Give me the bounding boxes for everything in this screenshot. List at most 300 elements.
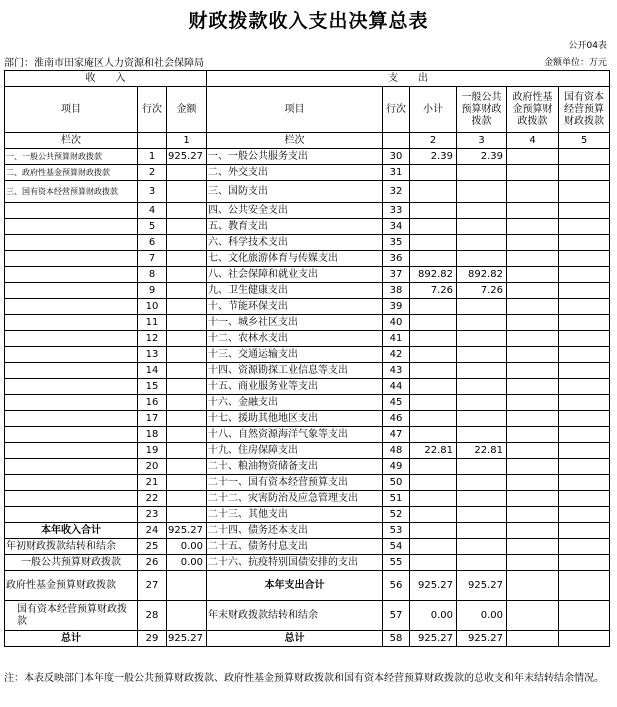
income-item-cell — [5, 347, 138, 363]
subtotal-cell: 22.81 — [410, 443, 457, 459]
income-item-cell — [5, 251, 138, 267]
income-amount-cell — [167, 219, 207, 235]
income-amount-cell: 925.27 — [167, 149, 207, 165]
expense-item-cell: 三、国防支出 — [207, 181, 383, 203]
income-line-cell: 10 — [138, 299, 167, 315]
expense-line-cell: 43 — [383, 363, 410, 379]
income-item-cell — [5, 507, 138, 523]
capital-budget-cell — [559, 507, 610, 523]
fund-budget-cell — [507, 571, 559, 601]
capital-budget-cell — [559, 219, 610, 235]
table-row — [5, 315, 610, 331]
fund-budget-cell — [507, 507, 559, 523]
income-line-cell: 13 — [138, 347, 167, 363]
subtotal-cell: 7.26 — [410, 283, 457, 299]
income-line-cell: 3 — [138, 181, 167, 203]
expense-item-cell: 十三、交通运输支出 — [207, 347, 383, 363]
capital-budget-cell — [559, 601, 610, 631]
income-line-cell: 19 — [138, 443, 167, 459]
expense-item-cell: 七、文化旅游体育与传媒支出 — [207, 251, 383, 267]
table-row — [5, 601, 610, 631]
income-line-cell: 5 — [138, 219, 167, 235]
general-budget-cell — [457, 331, 507, 347]
income-amount-cell — [167, 475, 207, 491]
income-amount-cell — [167, 459, 207, 475]
table-row — [5, 427, 610, 443]
income-amount-cell — [167, 507, 207, 523]
expense-item-cell: 二十四、债务还本支出 — [207, 523, 383, 539]
income-amount-cell: 925.27 — [167, 631, 207, 647]
expense-item-cell: 十、节能环保支出 — [207, 299, 383, 315]
expense-line-cell: 58 — [383, 631, 410, 647]
income-item-cell — [5, 299, 138, 315]
income-line-cell: 14 — [138, 363, 167, 379]
subtotal-cell — [410, 507, 457, 523]
expense-item-cell: 十九、住房保障支出 — [207, 443, 383, 459]
fund-budget-cell — [507, 523, 559, 539]
general-budget-cell — [457, 165, 507, 181]
income-line-cell: 16 — [138, 395, 167, 411]
subtotal-cell — [410, 459, 457, 475]
general-budget-cell — [457, 507, 507, 523]
capital-budget-cell — [559, 203, 610, 219]
income-item-cell — [5, 219, 138, 235]
general-budget-cell: 0.00 — [457, 601, 507, 631]
income-item-cell — [5, 427, 138, 443]
income-amount-header: 金额 — [167, 87, 207, 133]
general-budget-cell: 2.39 — [457, 149, 507, 165]
subtotal-cell — [410, 235, 457, 251]
subtotal-cell — [410, 411, 457, 427]
general-budget-cell — [457, 203, 507, 219]
income-item-cell — [5, 203, 138, 219]
subtotal-cell — [410, 395, 457, 411]
column-2: 2 — [410, 133, 457, 149]
table-row — [5, 149, 610, 165]
subtotal-cell: 892.82 — [410, 267, 457, 283]
expense-line-cell: 51 — [383, 491, 410, 507]
table-row — [5, 165, 610, 181]
capital-budget-cell — [559, 379, 610, 395]
income-amount-cell — [167, 299, 207, 315]
column-label: 栏次 — [5, 133, 138, 149]
table-row — [5, 571, 610, 601]
expense-line-cell: 30 — [383, 149, 410, 165]
income-amount-cell — [167, 443, 207, 459]
subtotal-cell — [410, 347, 457, 363]
capital-budget-cell — [559, 523, 610, 539]
income-item-cell: 一般公共预算财政拨款 — [5, 555, 138, 571]
income-line-cell: 8 — [138, 267, 167, 283]
table-row — [5, 459, 610, 475]
income-item-cell — [5, 315, 138, 331]
general-budget-cell: 925.27 — [457, 631, 507, 647]
expense-item-cell: 年末财政拨款结转和结余 — [207, 601, 383, 631]
income-amount-cell: 925.27 — [167, 523, 207, 539]
subtotal-cell: 925.27 — [410, 631, 457, 647]
expense-line-cell: 57 — [383, 601, 410, 631]
income-header: 收 入 — [5, 71, 207, 87]
table-row — [5, 283, 610, 299]
budget-table — [4, 70, 610, 647]
fund-budget-cell — [507, 363, 559, 379]
expense-line-cell: 54 — [383, 539, 410, 555]
table-row — [5, 235, 610, 251]
capital-budget-cell — [559, 443, 610, 459]
fund-budget-cell — [507, 459, 559, 475]
table-row — [5, 203, 610, 219]
column-3: 3 — [457, 133, 507, 149]
income-amount-cell — [167, 315, 207, 331]
income-item-cell — [5, 459, 138, 475]
expense-line-cell: 32 — [383, 181, 410, 203]
fund-budget-cell — [507, 283, 559, 299]
income-line-cell: 24 — [138, 523, 167, 539]
general-budget-cell: 22.81 — [457, 443, 507, 459]
income-line-cell: 12 — [138, 331, 167, 347]
table-row — [5, 395, 610, 411]
fund-budget-cell — [507, 395, 559, 411]
general-budget-cell — [457, 475, 507, 491]
income-amount-cell — [167, 571, 207, 601]
capital-budget-cell — [559, 267, 610, 283]
income-item-cell — [5, 283, 138, 299]
table-row — [5, 181, 610, 203]
income-amount-cell — [167, 181, 207, 203]
column-label-expense: 栏次 — [207, 133, 383, 149]
income-item-cell: 一、一般公共预算财政拨款 — [5, 149, 138, 165]
general-budget-cell — [457, 363, 507, 379]
income-item-cell: 本年收入合计 — [5, 523, 138, 539]
fund-budget-cell — [507, 491, 559, 507]
income-item-cell: 年初财政拨款结转和结余 — [5, 539, 138, 555]
income-amount-cell — [167, 411, 207, 427]
income-amount-cell — [167, 491, 207, 507]
table-row — [5, 539, 610, 555]
subtotal-cell — [410, 475, 457, 491]
general-budget-cell — [457, 411, 507, 427]
general-budget-cell — [457, 491, 507, 507]
expense-line-cell: 46 — [383, 411, 410, 427]
fund-budget-cell — [507, 601, 559, 631]
fund-budget-cell — [507, 475, 559, 491]
income-item-cell — [5, 475, 138, 491]
capital-budget-cell — [559, 347, 610, 363]
general-budget-cell — [457, 251, 507, 267]
general-budget-cell — [457, 539, 507, 555]
subtotal-cell — [410, 555, 457, 571]
income-item-cell — [5, 235, 138, 251]
expense-line-cell: 39 — [383, 299, 410, 315]
general-budget-cell — [457, 523, 507, 539]
income-line-cell: 20 — [138, 459, 167, 475]
income-line-cell: 4 — [138, 203, 167, 219]
income-item-cell — [5, 395, 138, 411]
capital-budget-cell — [559, 571, 610, 601]
general-budget-header: 一般公共预算财政拨款 — [457, 87, 507, 133]
department-label: 部门：淮南市田家庵区人力资源和社会保障局 — [4, 58, 204, 69]
table-row — [5, 523, 610, 539]
expense-line-cell: 52 — [383, 507, 410, 523]
table-row — [5, 555, 610, 571]
fund-budget-cell — [507, 203, 559, 219]
fund-budget-cell — [507, 165, 559, 181]
fund-budget-cell — [507, 331, 559, 347]
table-row — [5, 491, 610, 507]
income-line-cell: 15 — [138, 379, 167, 395]
expense-item-cell: 十二、农林水支出 — [207, 331, 383, 347]
fund-budget-cell — [507, 299, 559, 315]
expense-line-cell: 40 — [383, 315, 410, 331]
subtotal-cell — [410, 251, 457, 267]
expense-line-cell: 50 — [383, 475, 410, 491]
income-line-cell: 22 — [138, 491, 167, 507]
table-row — [5, 411, 610, 427]
expense-item-cell: 五、教育支出 — [207, 219, 383, 235]
fund-budget-cell — [507, 267, 559, 283]
fund-budget-cell — [507, 631, 559, 647]
capital-budget-cell — [559, 235, 610, 251]
income-item-cell: 政府性基金预算财政拨款 — [5, 571, 138, 601]
fund-budget-cell — [507, 411, 559, 427]
income-line-cell: 26 — [138, 555, 167, 571]
subtotal-cell: 0.00 — [410, 601, 457, 631]
expense-line-cell: 55 — [383, 555, 410, 571]
capital-budget-cell — [559, 251, 610, 267]
fund-budget-cell — [507, 427, 559, 443]
income-item-cell — [5, 411, 138, 427]
expense-item-cell: 二、外交支出 — [207, 165, 383, 181]
income-item-cell — [5, 267, 138, 283]
income-item-header: 项目 — [5, 87, 138, 133]
expense-item-cell: 九、卫生健康支出 — [207, 283, 383, 299]
expense-line-cell: 45 — [383, 395, 410, 411]
general-budget-cell — [457, 219, 507, 235]
table-row — [5, 507, 610, 523]
income-line-cell: 21 — [138, 475, 167, 491]
capital-budget-cell — [559, 181, 610, 203]
general-budget-cell — [457, 395, 507, 411]
table-row — [5, 331, 610, 347]
expense-line-cell: 35 — [383, 235, 410, 251]
capital-budget-header: 国有资本经营预算财政拨款 — [559, 87, 610, 133]
income-line-cell: 7 — [138, 251, 167, 267]
income-item-cell: 二、政府性基金预算财政拨款 — [5, 165, 138, 181]
capital-budget-cell — [559, 363, 610, 379]
capital-budget-cell — [559, 315, 610, 331]
table-row — [5, 631, 610, 647]
table-row — [5, 347, 610, 363]
income-line-cell: 29 — [138, 631, 167, 647]
expense-header: 支 出 — [207, 71, 610, 87]
general-budget-cell — [457, 379, 507, 395]
income-item-cell — [5, 491, 138, 507]
expense-line-cell: 36 — [383, 251, 410, 267]
subtotal-cell — [410, 539, 457, 555]
income-amount-cell: 0.00 — [167, 555, 207, 571]
income-line-cell: 18 — [138, 427, 167, 443]
expense-item-cell: 二十五、债务付息支出 — [207, 539, 383, 555]
general-budget-cell — [457, 555, 507, 571]
income-amount-cell — [167, 427, 207, 443]
capital-budget-cell — [559, 631, 610, 647]
expense-item-cell: 二十、粮油物资储备支出 — [207, 459, 383, 475]
expense-item-cell: 十四、资源勘探工业信息等支出 — [207, 363, 383, 379]
general-budget-cell — [457, 427, 507, 443]
expense-item-cell: 总计 — [207, 631, 383, 647]
income-amount-cell — [167, 379, 207, 395]
expense-line-cell: 33 — [383, 203, 410, 219]
income-amount-cell — [167, 165, 207, 181]
income-amount-cell — [167, 331, 207, 347]
subtotal-cell: 925.27 — [410, 571, 457, 601]
expense-line-cell: 41 — [383, 331, 410, 347]
income-line-cell: 1 — [138, 149, 167, 165]
table-row — [5, 251, 610, 267]
fund-budget-cell — [507, 235, 559, 251]
footnote: 注：本表反映部门本年度一般公共预算财政拨款、政府性基金预算财政拨款和国有资本经营预算财政拨款的总收支和年末结转结余情况。 — [4, 673, 604, 684]
fund-budget-cell — [507, 555, 559, 571]
income-item-cell: 总计 — [5, 631, 138, 647]
expense-item-header: 项目 — [207, 87, 383, 133]
column-4: 4 — [507, 133, 559, 149]
expense-item-cell: 六、科学技术支出 — [207, 235, 383, 251]
income-line-cell: 6 — [138, 235, 167, 251]
expense-item-cell: 十一、城乡社区支出 — [207, 315, 383, 331]
expense-item-cell: 十七、援助其他地区支出 — [207, 411, 383, 427]
fund-budget-cell — [507, 539, 559, 555]
capital-budget-cell — [559, 427, 610, 443]
table-row — [5, 363, 610, 379]
income-line-cell: 23 — [138, 507, 167, 523]
income-amount-cell: 0.00 — [167, 539, 207, 555]
income-line-header: 行次 — [138, 87, 167, 133]
expense-item-cell: 一、一般公共服务支出 — [207, 149, 383, 165]
fund-budget-cell — [507, 315, 559, 331]
general-budget-cell: 892.82 — [457, 267, 507, 283]
subtotal-cell — [410, 491, 457, 507]
capital-budget-cell — [559, 475, 610, 491]
subtotal-header: 小计 — [410, 87, 457, 133]
table-row — [5, 379, 610, 395]
table-row — [5, 443, 610, 459]
income-line-cell: 25 — [138, 539, 167, 555]
subtotal-cell — [410, 331, 457, 347]
table-row — [5, 475, 610, 491]
general-budget-cell: 7.26 — [457, 283, 507, 299]
income-item-cell: 国有资本经营预算财政拨款 — [5, 601, 138, 631]
fund-budget-header: 政府性基金预算财政拨款 — [507, 87, 559, 133]
unit-label: 金额单位：万元 — [543, 58, 607, 68]
capital-budget-cell — [559, 539, 610, 555]
expense-line-header: 行次 — [383, 87, 410, 133]
fund-budget-cell — [507, 379, 559, 395]
income-amount-cell — [167, 601, 207, 631]
fund-budget-cell — [507, 347, 559, 363]
subtotal-cell — [410, 181, 457, 203]
expense-line-cell: 44 — [383, 379, 410, 395]
expense-line-cell: 31 — [383, 165, 410, 181]
expense-item-cell: 八、社会保障和就业支出 — [207, 267, 383, 283]
general-budget-cell — [457, 299, 507, 315]
income-item-cell: 三、国有资本经营预算财政拨款 — [5, 181, 138, 203]
income-line-cell: 9 — [138, 283, 167, 299]
income-line-cell: 11 — [138, 315, 167, 331]
page-title: 财政拨款收入支出决算总表 — [188, 10, 429, 32]
income-item-cell — [5, 331, 138, 347]
table-code: 公开04表 — [568, 41, 607, 51]
fund-budget-cell — [507, 251, 559, 267]
income-amount-cell — [167, 235, 207, 251]
subtotal-cell — [410, 363, 457, 379]
capital-budget-cell — [559, 411, 610, 427]
income-amount-cell — [167, 283, 207, 299]
income-amount-cell — [167, 347, 207, 363]
subtotal-cell: 2.39 — [410, 149, 457, 165]
expense-item-cell: 十八、自然资源海洋气象等支出 — [207, 427, 383, 443]
subtotal-cell — [410, 427, 457, 443]
general-budget-cell: 925.27 — [457, 571, 507, 601]
fund-budget-cell — [507, 181, 559, 203]
subtotal-cell — [410, 165, 457, 181]
subtotal-cell — [410, 299, 457, 315]
column-1: 1 — [167, 133, 207, 149]
expense-line-cell: 49 — [383, 459, 410, 475]
expense-line-cell: 47 — [383, 427, 410, 443]
column-line-blank — [138, 133, 167, 149]
general-budget-cell — [457, 235, 507, 251]
capital-budget-cell — [559, 149, 610, 165]
income-item-cell — [5, 363, 138, 379]
expense-item-cell: 二十二、灾害防治及应急管理支出 — [207, 491, 383, 507]
fund-budget-cell — [507, 149, 559, 165]
fund-budget-cell — [507, 443, 559, 459]
capital-budget-cell — [559, 491, 610, 507]
capital-budget-cell — [559, 459, 610, 475]
column-line-blank-2 — [383, 133, 410, 149]
table-row — [5, 219, 610, 235]
capital-budget-cell — [559, 555, 610, 571]
capital-budget-cell — [559, 331, 610, 347]
income-line-cell: 17 — [138, 411, 167, 427]
expense-item-cell: 本年支出合计 — [207, 571, 383, 601]
expense-item-cell: 二十三、其他支出 — [207, 507, 383, 523]
income-item-cell — [5, 379, 138, 395]
subtotal-cell — [410, 379, 457, 395]
expense-item-cell: 十五、商业服务业等支出 — [207, 379, 383, 395]
general-budget-cell — [457, 459, 507, 475]
expense-line-cell: 37 — [383, 267, 410, 283]
expense-item-cell: 二十一、国有资本经营预算支出 — [207, 475, 383, 491]
expense-item-cell: 十六、金融支出 — [207, 395, 383, 411]
income-line-cell: 28 — [138, 601, 167, 631]
general-budget-cell — [457, 181, 507, 203]
expense-line-cell: 48 — [383, 443, 410, 459]
capital-budget-cell — [559, 299, 610, 315]
capital-budget-cell — [559, 283, 610, 299]
expense-line-cell: 56 — [383, 571, 410, 601]
expense-line-cell: 53 — [383, 523, 410, 539]
subtotal-cell — [410, 315, 457, 331]
income-amount-cell — [167, 251, 207, 267]
expense-line-cell: 38 — [383, 283, 410, 299]
income-item-cell — [5, 443, 138, 459]
table-row — [5, 267, 610, 283]
subtotal-cell — [410, 523, 457, 539]
expense-line-cell: 42 — [383, 347, 410, 363]
capital-budget-cell — [559, 395, 610, 411]
column-5: 5 — [559, 133, 610, 149]
